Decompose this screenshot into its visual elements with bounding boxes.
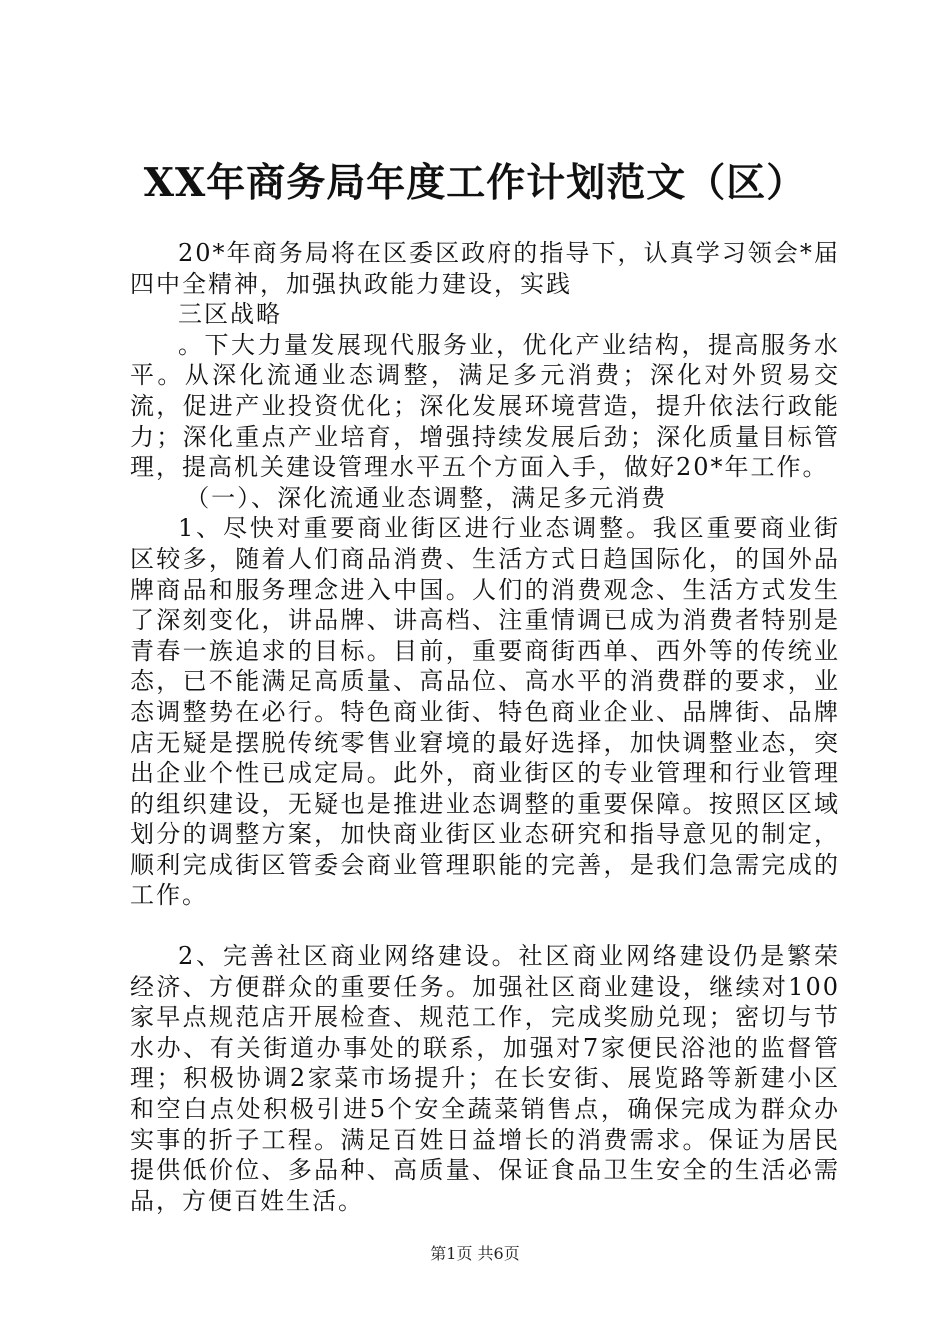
intro-paragraph-line3: 。下大力量发展现代服务业，优化产业结构，提高服务水平。从深化流通业态调整，满足多元消费；深化对外贸易交流，促进产业投资优化；深化发展环境营造，提升依法行政能力；深化重点产业培育，增强持续发展后劲；深化质量目标管理，提高机关建设管理水平五个方面入手，做好20*年工作。: [130, 330, 840, 482]
item-paragraph-2: 2、完善社区商业网络建设。社区商业网络建设仍是繁荣经济、方便群众的重要任务。加强社区商业建设，继续对100家早点规范店开展检查、规范工作，完成奖励兑现；密切与节水办、有关街道办事处的联系，加强对7家便民浴池的监督管理；积极协调2家菜市场提升；在长安街、展览路等新建小区和空白点处积极引进5个安全蔬菜销售点，确保完成为群众办实事的折子工程。满足百姓日益增长的消费需求。保证为居民提供低价位、多品种、高质量、保证食品卫生安全的生活必需品，方便百姓生活。: [130, 942, 840, 1215]
section-heading: （一）、深化流通业态调整，满足多元消费: [185, 483, 668, 512]
document-title: XX年商务局年度工作计划范文（区）: [143, 160, 807, 206]
document-body: [130, 238, 840, 1216]
item-paragraph-1: 1、尽快对重要商业街区进行业态调整。我区重要商业街区较多，随着人们商品消费、生活方式日趋国际化，的国外品牌商品和服务理念进入中国。人们的消费观念、生活方式发生了深刻变化，讲品牌、讲高档、注重情调已成为消费者特别是青春一族追求的目标。目前，重要商街西单、西外等的传统业态，已不能满足高质量、高品位、高水平的消费群的要求，业态调整势在必行。特色商业街、特色商业企业、品牌街、品牌店无疑是摆脱传统零售业窘境的最好选择，加快调整业态，突出企业个性已成定局。此外，商业街区的专业管理和行业管理的组织建设，无疑也是推进业态调整的重要保障。按照区区域划分的调整方案，加快商业街区业态研究和指导意见的制定，顺利完成街区管委会商业管理职能的完善，是我们急需完成的工作。: [130, 514, 840, 910]
page-number-footer: 第1页 共6页: [430, 1244, 520, 1263]
intro-paragraph-line2: 三区战略: [178, 300, 282, 329]
intro-paragraph-line1: 20*年商务局将在区委区政府的指导下，认真学习领会*届四中全精神，加强执政能力建设，实践: [130, 239, 840, 298]
